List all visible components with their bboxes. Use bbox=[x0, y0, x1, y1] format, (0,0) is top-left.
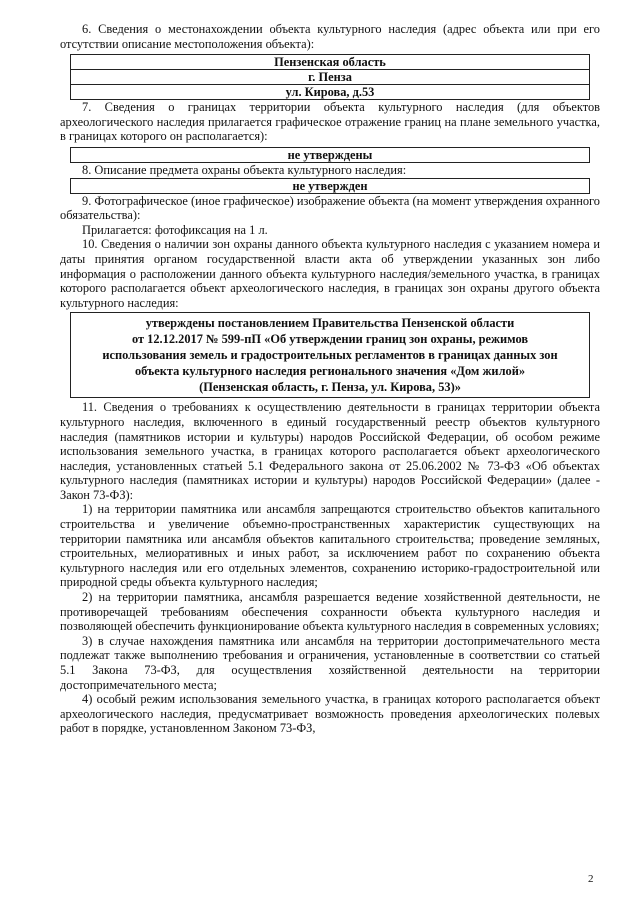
requirement-item-2: 2) на территории памятника, ансамбля разрешается ведение хозяйственной деятельности, не противоречащей требованиям обеспечения сохранности объекта культурного наследия и позволяющей обеспечить функционирование объекта культурного наследия в современных условиях; bbox=[60, 590, 600, 634]
page-number: 2 bbox=[588, 873, 594, 885]
zone-line-2: от 12.12.2017 № 599-пП «Об утверждении границ зон охраны, режимов bbox=[131, 332, 529, 347]
address-region: Пензенская область bbox=[70, 54, 590, 70]
section-9-attachment: Прилагается: фотофиксация на 1 л. bbox=[82, 222, 268, 237]
zone-line-1: утверждены постановлением Правительства Пензенской области bbox=[145, 316, 515, 331]
address-city: г. Пенза bbox=[70, 70, 590, 85]
section-9-text: 9. Фотографическое (иное графическое) изображение объекта (на момент утверждения охранного обязательства): bbox=[60, 193, 600, 223]
page-content bbox=[60, 22, 600, 736]
requirement-item-3: 3) в случае нахождения памятника или ансамбля на территории достопримечательного места подлежат также выполнению требования и ограничения, установленные в соответствии со статьей 5.1 Закона 73-ФЗ, для осуществления хозяйственной деятельности на территории достопримечательного места; bbox=[60, 633, 600, 692]
zone-line-4: объекта культурного наследия регионального значения «Дом жилой» bbox=[134, 364, 526, 379]
section-7-text: 7. Сведения о границах территории объекта культурного наследия (для объектов археологического наследия прилагается графическое отражение границ на плане земельного участка, в границах которого он располагается): bbox=[60, 100, 600, 144]
section-10-text: 10. Сведения о наличии зон охраны данного объекта культурного наследия с указанием номера и даты принятия органом государственной власти акта об утверждении указанных зон либо информация о расположении данного объекта культурного наследия/земельного участка, в границах которого располагается объект археологического наследия, в границах зон охраны другого объекта культурного наследия: bbox=[60, 237, 600, 310]
section-11-text: 11. Сведения о требованиях к осуществлению деятельности в границах территории объекта культурного наследия, включенного в единый государственный реестр объектов культурного наследия (памятников истории и культуры) народов Российской Федерации, об особом режиме использования земельного участка, в границах которого располагается объект археологического наследия, установленных статьей 5.1 Федерального закона от 25.06.2002 № 73-ФЗ «Об объектах культурного наследия (памятниках истории и культуры) народов Российской Федерации» (далее - Закон 73-ФЗ): bbox=[60, 400, 600, 502]
address-street: ул. Кирова, д.53 bbox=[70, 85, 590, 100]
section-8-text: 8. Описание предмета охраны объекта культурного наследия: bbox=[82, 162, 407, 177]
section-6-text: 6. Сведения о местонахождении объекта культурного наследия (адрес объекта или при его отсутствии описание местоположения объекта): bbox=[60, 22, 600, 51]
section-10-value bbox=[70, 312, 590, 398]
zone-line-3: использования земель и градостроительных регламентов в границах данных зон bbox=[102, 348, 558, 363]
requirement-item-1: 1) на территории памятника или ансамбля запрещаются строительство объектов капитального строительства и увеличение объемно-пространственных характеристик существующих на территории памятника или ансамбля объектов капитального строительства; проведение земляных, строительных, мелиоративных и иных работ, за исключением работ по сохранению объекта культурного наследия или его отдельных элементов, сохранению историко-градостроительной или природной среды объекта культурного наследия; bbox=[60, 502, 600, 590]
section-8-value: не утвержден bbox=[70, 178, 590, 194]
zone-line-5: (Пензенская область, г. Пенза, ул. Кирова, 53)» bbox=[199, 380, 461, 395]
requirement-item-4: 4) особый режим использования земельного участка, в границах которого располагается объект археологического наследия, предусматривает возможность проведения археологических полевых работ в порядке, установленном Законом 73-ФЗ, bbox=[60, 692, 600, 736]
section-7-value: не утверждены bbox=[70, 147, 590, 163]
